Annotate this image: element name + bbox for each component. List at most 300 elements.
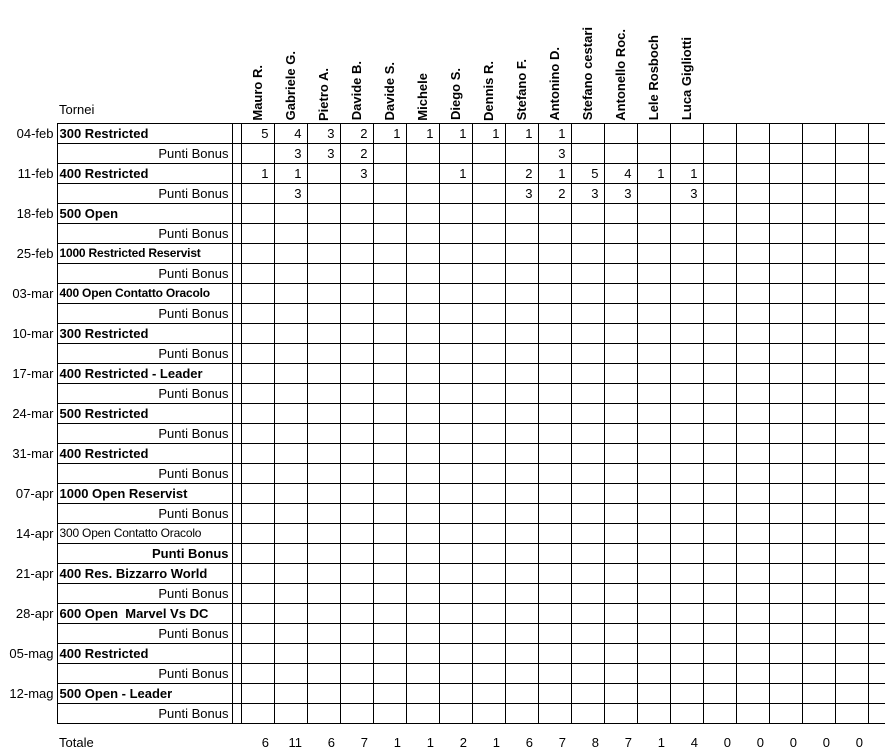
bonus-score-cell[interactable] [571, 303, 604, 323]
score-cell[interactable] [373, 203, 406, 223]
bonus-score-cell[interactable] [835, 383, 868, 403]
bonus-score-cell[interactable] [538, 623, 571, 643]
score-cell[interactable]: 1 [439, 163, 472, 183]
score-cell[interactable] [241, 323, 274, 343]
bonus-score-cell[interactable] [439, 223, 472, 243]
score-cell[interactable] [373, 603, 406, 623]
score-cell[interactable] [571, 323, 604, 343]
score-cell[interactable]: 1 [670, 163, 703, 183]
score-cell[interactable] [604, 323, 637, 343]
bonus-score-cell[interactable] [604, 223, 637, 243]
bonus-label-cell[interactable]: Punti Bonus [57, 463, 232, 483]
player-header[interactable] [670, 0, 703, 123]
score-cell[interactable] [769, 323, 802, 343]
score-cell[interactable] [241, 603, 274, 623]
totale-label-cell[interactable]: Totale [59, 734, 94, 750]
bonus-score-cell[interactable] [637, 303, 670, 323]
player-header[interactable] [538, 0, 571, 123]
bonus-score-cell[interactable]: 3 [538, 143, 571, 163]
bonus-score-cell[interactable] [274, 343, 307, 363]
score-cell[interactable] [373, 483, 406, 503]
score-cell[interactable] [439, 643, 472, 663]
score-cell[interactable] [868, 283, 885, 303]
bonus-score-cell[interactable] [604, 503, 637, 523]
bonus-score-cell[interactable] [769, 663, 802, 683]
score-cell[interactable] [241, 243, 274, 263]
bonus-score-cell[interactable] [406, 383, 439, 403]
bonus-score-cell[interactable] [472, 663, 505, 683]
bonus-score-cell[interactable] [439, 663, 472, 683]
score-cell[interactable] [835, 123, 868, 143]
score-cell[interactable] [604, 283, 637, 303]
bonus-score-cell[interactable] [868, 263, 885, 283]
score-cell[interactable] [439, 403, 472, 423]
bonus-score-cell[interactable] [340, 303, 373, 323]
score-cell[interactable] [439, 203, 472, 223]
score-cell[interactable] [439, 363, 472, 383]
totale-value-cell[interactable]: 0 [723, 734, 731, 750]
bonus-score-cell[interactable] [736, 343, 769, 363]
bonus-score-cell[interactable] [835, 183, 868, 203]
score-cell[interactable] [571, 443, 604, 463]
bonus-score-cell[interactable] [307, 343, 340, 363]
date-cell[interactable] [0, 263, 57, 283]
bonus-label-cell[interactable]: Punti Bonus [57, 383, 232, 403]
score-cell[interactable] [406, 323, 439, 343]
score-cell[interactable] [505, 243, 538, 263]
bonus-score-cell[interactable] [703, 343, 736, 363]
totale-value-cell[interactable]: 7 [624, 734, 632, 750]
bonus-score-cell[interactable] [439, 703, 472, 723]
score-cell[interactable] [637, 283, 670, 303]
bonus-score-cell[interactable] [340, 263, 373, 283]
bonus-score-cell[interactable] [406, 703, 439, 723]
score-cell[interactable] [802, 643, 835, 663]
bonus-score-cell[interactable] [670, 263, 703, 283]
score-cell[interactable] [274, 243, 307, 263]
score-cell[interactable] [406, 523, 439, 543]
bonus-score-cell[interactable] [637, 583, 670, 603]
score-cell[interactable] [373, 243, 406, 263]
bonus-score-cell[interactable] [241, 223, 274, 243]
tournament-name-cell[interactable]: 300 Open Contatto Oracolo [57, 523, 232, 543]
score-cell[interactable] [505, 203, 538, 223]
score-cell[interactable] [802, 603, 835, 623]
score-cell[interactable] [802, 363, 835, 383]
score-cell[interactable] [274, 683, 307, 703]
bonus-score-cell[interactable] [406, 583, 439, 603]
bonus-score-cell[interactable] [604, 703, 637, 723]
bonus-label-cell[interactable]: Punti Bonus [57, 423, 232, 443]
player-header[interactable] [406, 0, 439, 123]
score-cell[interactable] [439, 283, 472, 303]
player-header-empty[interactable] [835, 0, 868, 123]
bonus-score-cell[interactable] [307, 463, 340, 483]
bonus-score-cell[interactable] [736, 263, 769, 283]
totale-value-cell[interactable]: 2 [459, 734, 467, 750]
bonus-score-cell[interactable] [604, 303, 637, 323]
score-cell[interactable] [868, 443, 885, 463]
score-cell[interactable] [274, 643, 307, 663]
score-cell[interactable] [736, 123, 769, 143]
date-cell[interactable]: 21-apr [15, 565, 54, 581]
score-cell[interactable] [835, 403, 868, 423]
score-cell[interactable] [571, 523, 604, 543]
totale-value-cell[interactable]: 0 [822, 734, 830, 750]
bonus-score-cell[interactable] [241, 343, 274, 363]
bonus-score-cell[interactable] [868, 383, 885, 403]
gap-cell[interactable] [232, 643, 241, 663]
score-cell[interactable] [538, 283, 571, 303]
score-cell[interactable] [472, 163, 505, 183]
bonus-score-cell[interactable] [769, 703, 802, 723]
score-cell[interactable] [835, 683, 868, 703]
score-cell[interactable] [538, 363, 571, 383]
gap-cell[interactable] [232, 203, 241, 223]
score-cell[interactable] [736, 483, 769, 503]
gap-cell[interactable] [232, 683, 241, 703]
bonus-score-cell[interactable] [505, 343, 538, 363]
score-cell[interactable] [670, 523, 703, 543]
bonus-score-cell[interactable] [703, 703, 736, 723]
score-cell[interactable] [703, 403, 736, 423]
bonus-score-cell[interactable] [274, 543, 307, 563]
score-cell[interactable] [241, 363, 274, 383]
bonus-score-cell[interactable] [835, 463, 868, 483]
score-cell[interactable] [439, 323, 472, 343]
score-cell[interactable] [307, 483, 340, 503]
bonus-score-cell[interactable] [604, 543, 637, 563]
bonus-score-cell[interactable] [505, 703, 538, 723]
player-header[interactable] [274, 0, 307, 123]
score-cell[interactable] [736, 363, 769, 383]
score-cell[interactable] [835, 523, 868, 543]
bonus-score-cell[interactable] [670, 223, 703, 243]
score-cell[interactable] [241, 683, 274, 703]
bonus-score-cell[interactable] [241, 143, 274, 163]
bonus-score-cell[interactable] [703, 463, 736, 483]
bonus-score-cell[interactable] [604, 623, 637, 643]
bonus-score-cell[interactable] [274, 503, 307, 523]
bonus-score-cell[interactable] [637, 423, 670, 443]
bonus-score-cell[interactable] [769, 583, 802, 603]
score-cell[interactable] [373, 363, 406, 383]
score-cell[interactable] [274, 403, 307, 423]
bonus-score-cell[interactable] [538, 663, 571, 683]
score-cell[interactable] [439, 563, 472, 583]
bonus-score-cell[interactable] [571, 143, 604, 163]
score-cell[interactable] [406, 163, 439, 183]
gap-cell[interactable] [232, 603, 241, 623]
bonus-score-cell[interactable] [538, 583, 571, 603]
score-cell[interactable] [637, 603, 670, 623]
score-cell[interactable] [769, 283, 802, 303]
bonus-score-cell[interactable] [571, 623, 604, 643]
score-cell[interactable] [307, 403, 340, 423]
bonus-score-cell[interactable] [769, 623, 802, 643]
score-cell[interactable] [604, 363, 637, 383]
score-cell[interactable] [670, 683, 703, 703]
score-cell[interactable] [340, 683, 373, 703]
bonus-score-cell[interactable] [835, 423, 868, 443]
score-cell[interactable] [472, 603, 505, 623]
bonus-score-cell[interactable] [736, 143, 769, 163]
totale-value-cell[interactable]: 6 [261, 734, 269, 750]
bonus-score-cell[interactable] [406, 463, 439, 483]
bonus-score-cell[interactable] [439, 143, 472, 163]
score-cell[interactable] [307, 523, 340, 543]
score-cell[interactable] [604, 683, 637, 703]
player-header-empty[interactable] [868, 0, 885, 123]
bonus-score-cell[interactable] [472, 263, 505, 283]
bonus-score-cell[interactable] [868, 623, 885, 643]
tournament-name-cell[interactable]: 300 Restricted [57, 123, 232, 143]
bonus-score-cell[interactable] [307, 303, 340, 323]
score-cell[interactable] [373, 443, 406, 463]
score-cell[interactable] [637, 483, 670, 503]
date-cell[interactable] [0, 383, 57, 403]
score-cell[interactable] [373, 643, 406, 663]
bonus-score-cell[interactable] [241, 663, 274, 683]
bonus-score-cell[interactable] [736, 223, 769, 243]
bonus-score-cell[interactable] [505, 263, 538, 283]
bonus-score-cell[interactable] [703, 383, 736, 403]
totale-value-cell[interactable]: 0 [789, 734, 797, 750]
bonus-score-cell[interactable] [439, 543, 472, 563]
player-header[interactable] [604, 0, 637, 123]
tournament-name-cell[interactable]: 500 Restricted [57, 403, 232, 423]
score-cell[interactable] [670, 643, 703, 663]
score-cell[interactable] [406, 643, 439, 663]
bonus-score-cell[interactable] [307, 663, 340, 683]
score-cell[interactable] [274, 523, 307, 543]
bonus-score-cell[interactable] [439, 463, 472, 483]
bonus-score-cell[interactable] [472, 583, 505, 603]
score-cell[interactable] [538, 683, 571, 703]
bonus-score-cell[interactable] [637, 543, 670, 563]
score-cell[interactable] [703, 363, 736, 383]
score-cell[interactable] [769, 243, 802, 263]
score-cell[interactable] [538, 643, 571, 663]
bonus-score-cell[interactable] [241, 303, 274, 323]
score-cell[interactable] [802, 203, 835, 223]
totale-value-cell[interactable]: 7 [558, 734, 566, 750]
totale-value-cell[interactable]: 7 [360, 734, 368, 750]
date-cell[interactable] [0, 423, 57, 443]
bonus-score-cell[interactable] [769, 263, 802, 283]
score-cell[interactable] [604, 603, 637, 623]
date-cell[interactable]: 25-feb [16, 245, 54, 261]
bonus-score-cell[interactable] [505, 503, 538, 523]
bonus-score-cell[interactable] [340, 623, 373, 643]
score-cell[interactable] [703, 563, 736, 583]
bonus-score-cell[interactable] [274, 303, 307, 323]
bonus-score-cell[interactable] [571, 703, 604, 723]
bonus-score-cell[interactable] [307, 623, 340, 643]
date-cell[interactable] [0, 503, 57, 523]
date-cell[interactable] [0, 663, 57, 683]
score-cell[interactable] [835, 323, 868, 343]
bonus-score-cell[interactable] [373, 623, 406, 643]
score-cell[interactable] [241, 483, 274, 503]
score-cell[interactable] [538, 203, 571, 223]
score-cell[interactable] [505, 323, 538, 343]
bonus-score-cell[interactable] [340, 583, 373, 603]
score-cell[interactable] [769, 163, 802, 183]
gap-cell[interactable] [232, 463, 241, 483]
score-cell[interactable] [274, 323, 307, 343]
score-cell[interactable] [736, 163, 769, 183]
score-cell[interactable] [670, 243, 703, 263]
bonus-score-cell[interactable] [373, 703, 406, 723]
score-cell[interactable] [703, 643, 736, 663]
score-cell[interactable] [802, 403, 835, 423]
player-header[interactable] [571, 0, 604, 123]
score-cell[interactable] [802, 323, 835, 343]
score-cell[interactable] [835, 643, 868, 663]
player-header[interactable] [505, 0, 538, 123]
bonus-score-cell[interactable] [538, 343, 571, 363]
score-cell[interactable] [472, 563, 505, 583]
score-cell[interactable]: 1 [274, 163, 307, 183]
bonus-score-cell[interactable] [736, 663, 769, 683]
score-cell[interactable] [274, 563, 307, 583]
score-cell[interactable] [670, 323, 703, 343]
date-cell[interactable]: 24-mar [12, 405, 54, 421]
bonus-score-cell[interactable] [736, 703, 769, 723]
score-cell[interactable] [307, 443, 340, 463]
gap-cell[interactable] [232, 443, 241, 463]
totale-value-cell[interactable] [868, 732, 885, 752]
bonus-score-cell[interactable] [802, 703, 835, 723]
score-cell[interactable] [736, 523, 769, 543]
bonus-score-cell[interactable] [340, 183, 373, 203]
score-cell[interactable] [802, 243, 835, 263]
bonus-score-cell[interactable] [472, 543, 505, 563]
player-header[interactable] [472, 0, 505, 123]
score-cell[interactable] [604, 203, 637, 223]
bonus-score-cell[interactable] [472, 343, 505, 363]
bonus-score-cell[interactable] [802, 663, 835, 683]
bonus-score-cell[interactable] [802, 503, 835, 523]
totale-value-cell[interactable]: 11 [288, 734, 302, 750]
bonus-score-cell[interactable] [670, 583, 703, 603]
bonus-score-cell[interactable] [868, 663, 885, 683]
score-cell[interactable] [538, 243, 571, 263]
date-cell[interactable]: 07-apr [15, 485, 54, 501]
score-cell[interactable] [241, 403, 274, 423]
bonus-score-cell[interactable] [538, 543, 571, 563]
bonus-score-cell[interactable] [274, 223, 307, 243]
bonus-label-cell[interactable]: Punti Bonus [57, 263, 232, 283]
bonus-score-cell[interactable] [472, 503, 505, 523]
score-cell[interactable] [373, 163, 406, 183]
bonus-score-cell[interactable] [373, 343, 406, 363]
bonus-score-cell[interactable] [406, 143, 439, 163]
gap-cell[interactable] [232, 363, 241, 383]
gap-cell[interactable] [232, 563, 241, 583]
score-cell[interactable] [637, 643, 670, 663]
tournament-name-cell[interactable]: 400 Restricted - Leader [57, 363, 232, 383]
bonus-score-cell[interactable] [373, 583, 406, 603]
bonus-score-cell[interactable] [241, 503, 274, 523]
score-cell[interactable] [802, 563, 835, 583]
bonus-score-cell[interactable] [505, 663, 538, 683]
totale-value-cell[interactable]: 0 [756, 734, 764, 750]
score-cell[interactable] [703, 443, 736, 463]
bonus-score-cell[interactable] [505, 143, 538, 163]
score-cell[interactable] [604, 403, 637, 423]
date-cell[interactable] [0, 703, 57, 723]
score-cell[interactable] [835, 483, 868, 503]
score-cell[interactable] [571, 643, 604, 663]
bonus-score-cell[interactable] [340, 703, 373, 723]
score-cell[interactable] [307, 283, 340, 303]
bonus-score-cell[interactable] [637, 623, 670, 643]
bonus-score-cell[interactable]: 3 [670, 183, 703, 203]
score-cell[interactable] [835, 283, 868, 303]
date-cell[interactable]: 31-mar [12, 445, 54, 461]
score-cell[interactable]: 2 [340, 123, 373, 143]
score-cell[interactable] [439, 603, 472, 623]
bonus-score-cell[interactable] [505, 423, 538, 443]
bonus-score-cell[interactable] [802, 343, 835, 363]
bonus-score-cell[interactable] [670, 543, 703, 563]
bonus-score-cell[interactable] [802, 583, 835, 603]
bonus-score-cell[interactable] [472, 623, 505, 643]
bonus-score-cell[interactable] [637, 703, 670, 723]
tournament-name-cell[interactable]: 400 Open Contatto Oracolo [57, 283, 232, 303]
score-cell[interactable] [505, 443, 538, 463]
score-cell[interactable] [703, 603, 736, 623]
score-cell[interactable] [802, 523, 835, 543]
score-cell[interactable] [736, 563, 769, 583]
score-cell[interactable] [505, 603, 538, 623]
score-cell[interactable] [538, 523, 571, 543]
gap-cell[interactable] [232, 403, 241, 423]
bonus-score-cell[interactable] [472, 303, 505, 323]
score-cell[interactable] [769, 563, 802, 583]
gap-cell[interactable] [232, 703, 241, 723]
bonus-score-cell[interactable] [736, 543, 769, 563]
bonus-score-cell[interactable] [439, 623, 472, 643]
player-header[interactable] [439, 0, 472, 123]
score-cell[interactable] [868, 603, 885, 623]
gap-cell[interactable] [232, 523, 241, 543]
score-cell[interactable] [868, 123, 885, 143]
bonus-score-cell[interactable] [340, 663, 373, 683]
player-header[interactable] [241, 0, 274, 123]
tournament-name-cell[interactable]: 400 Res. Bizzarro World [57, 563, 232, 583]
score-cell[interactable] [736, 283, 769, 303]
bonus-score-cell[interactable] [439, 263, 472, 283]
score-cell[interactable]: 4 [604, 163, 637, 183]
bonus-score-cell[interactable]: 2 [538, 183, 571, 203]
bonus-score-cell[interactable] [736, 623, 769, 643]
bonus-score-cell[interactable] [571, 423, 604, 443]
score-cell[interactable] [802, 163, 835, 183]
bonus-label-cell[interactable]: Punti Bonus [57, 703, 232, 723]
player-header-empty[interactable] [769, 0, 802, 123]
bonus-score-cell[interactable]: 3 [274, 183, 307, 203]
score-cell[interactable] [802, 483, 835, 503]
bonus-score-cell[interactable] [670, 703, 703, 723]
bonus-score-cell[interactable] [868, 503, 885, 523]
player-header[interactable] [373, 0, 406, 123]
gap-cell[interactable] [232, 623, 241, 643]
bonus-score-cell[interactable] [868, 143, 885, 163]
bonus-score-cell[interactable] [802, 463, 835, 483]
